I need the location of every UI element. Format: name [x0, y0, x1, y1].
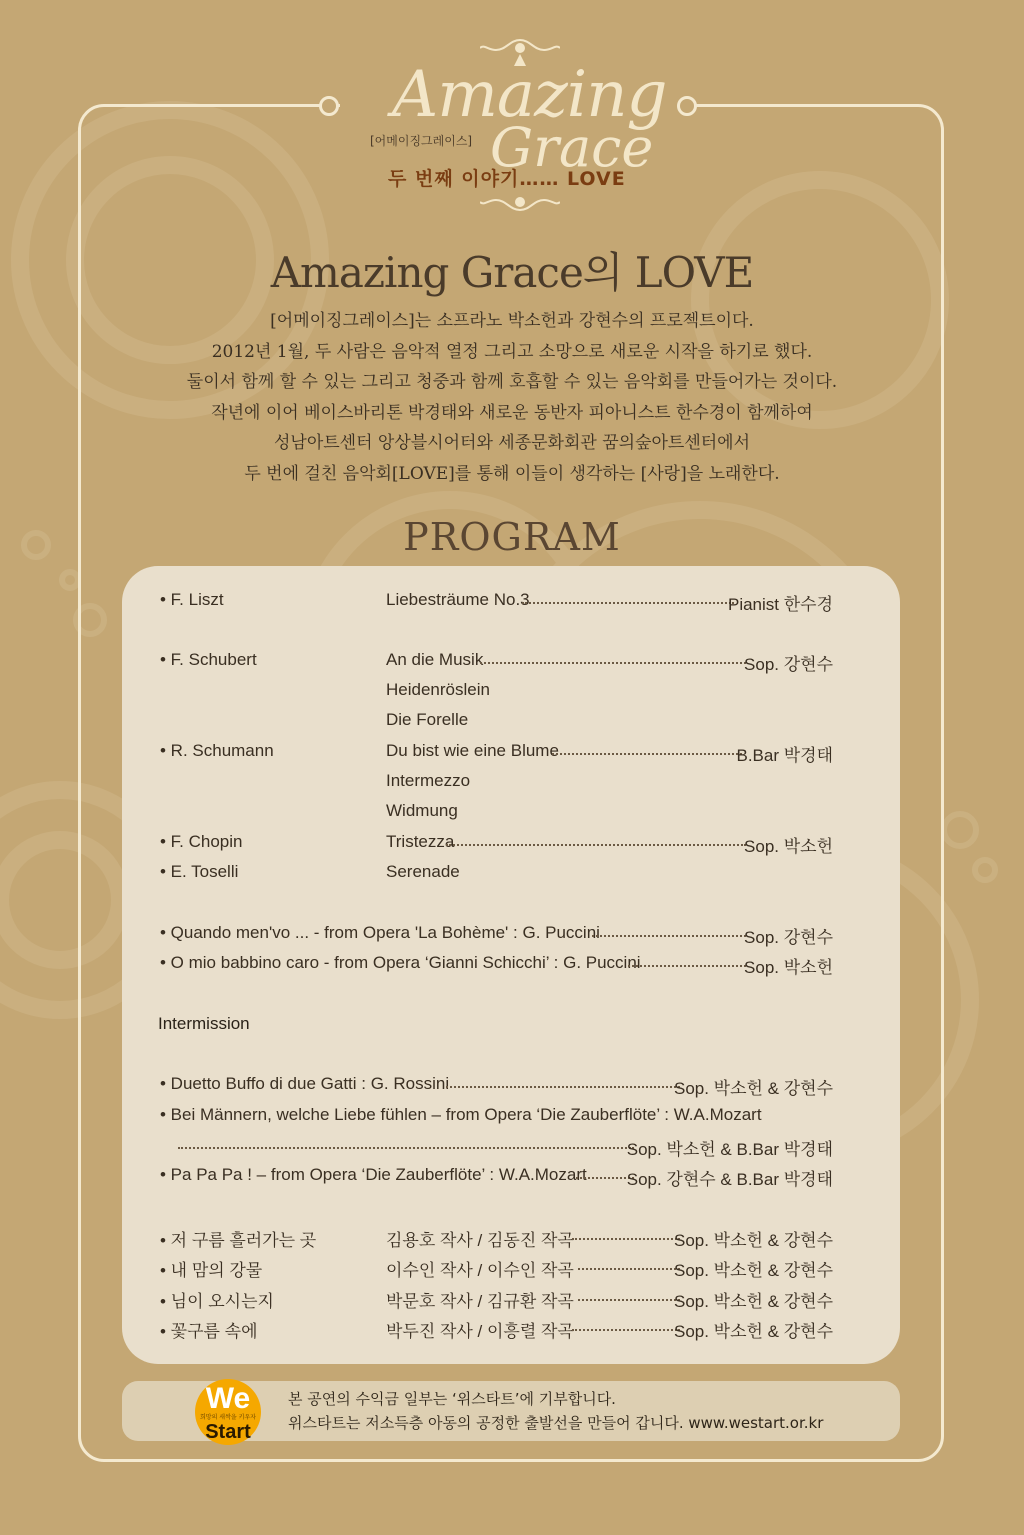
work-title: Widmung — [386, 801, 458, 820]
intro-line: 작년에 이어 베이스바리톤 박경태와 새로운 동반자 피아니스트 한수경이 함께하여 — [211, 402, 813, 423]
performer: Sop. 강현수 & B.Bar 박경태 — [626, 1170, 833, 1189]
leader-dots — [178, 1145, 634, 1149]
composer: • R. Schumann — [160, 741, 274, 760]
performer: Sop. 강현수 — [744, 655, 833, 674]
intermission-label: Intermission — [158, 1014, 250, 1033]
song-title: • 저 구름 흘러가는 곳 — [160, 1231, 317, 1250]
intro-line: 2012년 1월, 두 사람은 음악적 열정 그리고 소망으로 새로운 시작을 하기로 했다. — [211, 341, 813, 362]
page-title: Amazing Grace의 LOVE — [270, 248, 754, 297]
duet-title: • Duetto Buffo di due Gatti : G. Rossini — [160, 1074, 450, 1093]
program-row — [0, 801, 1024, 829]
aria-title: • O mio babbino caro - from Opera ‘Gianni Schicchi’ : G. Puccini — [160, 953, 641, 972]
song-title: • 내 맘의 강물 — [160, 1261, 263, 1280]
duet-row — [0, 1165, 1024, 1193]
logo-korean-name: [어메이징그레이스] — [370, 134, 473, 148]
performer: Sop. 박소헌 & 강현수 — [673, 1292, 833, 1311]
work-title: An die Musik — [386, 650, 484, 669]
logo-word-grace: Grace — [490, 116, 654, 179]
duet-row — [0, 1135, 1024, 1163]
program-row — [0, 590, 1024, 618]
leader-dots — [576, 1175, 634, 1179]
work-title: Heidenröslein — [386, 680, 490, 699]
program-row — [0, 680, 1024, 708]
logo-word-amazing: Amazing — [392, 58, 667, 132]
work-title: Serenade — [386, 862, 460, 881]
leader-dots — [628, 963, 746, 967]
song-credit: 김용호 작사 / 김동진 작곡 — [386, 1231, 574, 1250]
performer: Sop. 박소헌 & 강현수 — [673, 1231, 833, 1250]
performer: Sop. 박소헌 — [744, 837, 833, 856]
composer: • E. Toselli — [160, 862, 239, 881]
work-title: Intermezzo — [386, 771, 471, 790]
aria-title: • Quando men'vo ... - from Opera 'La Bohème' : G. Puccini — [160, 923, 600, 942]
work-title: Tristezza — [386, 832, 455, 851]
composer: • F. Schubert — [160, 650, 257, 669]
ornament-bottom-icon — [480, 190, 560, 216]
performer: Sop. 박소헌 — [744, 958, 833, 977]
amazing-grace-logo — [330, 36, 700, 226]
performer: Sop. 강현수 — [744, 928, 833, 947]
song-credit: 이수인 작사 / 이수인 작곡 — [386, 1261, 574, 1280]
leader-dots — [578, 1266, 680, 1270]
performer: Sop. 박소헌 & 강현수 — [673, 1079, 833, 1098]
footer-message — [288, 1387, 823, 1435]
performer: Pianist 한수경 — [727, 595, 833, 614]
work-title: Du bist wie eine Blume — [386, 741, 559, 760]
program-row — [0, 710, 1024, 738]
program-row — [0, 650, 1024, 678]
leader-dots — [578, 1297, 680, 1301]
work-title: Liebesträume No.3 — [386, 590, 530, 609]
composer: • F. Liszt — [160, 590, 224, 609]
leader-dots — [592, 933, 746, 937]
performer: Sop. 박소헌 & 강현수 — [673, 1261, 833, 1280]
program-row — [0, 862, 1024, 890]
leader-dots — [552, 751, 742, 755]
footer-line: 본 공연의 수익금 일부는 ‘위스타트’에 기부합니다. — [288, 1390, 616, 1408]
program-row — [0, 771, 1024, 799]
leader-dots — [446, 1084, 680, 1088]
program-row — [0, 741, 1024, 769]
song-credit: 박두진 작사 / 이흥렬 작곡 — [386, 1322, 574, 1341]
footer-line-url[interactable]: 위스타트는 저소득층 아동의 공정한 출발선을 만들어 갑니다. www.westart.or.kr — [288, 1414, 824, 1432]
composer: • F. Chopin — [160, 832, 243, 851]
leader-dots — [480, 660, 746, 664]
logo-tagline-text: 희망의 새싹을 키우자 — [200, 1414, 256, 1421]
leader-dots — [522, 600, 734, 604]
westart-logo[interactable] — [190, 1378, 266, 1446]
aria-row — [0, 923, 1024, 951]
intro-paragraph — [60, 306, 964, 489]
song-row — [0, 1226, 1024, 1254]
program-row — [0, 832, 1024, 860]
duet-title: • Bei Männern, welche Liebe fühlen – from Opera ‘Die Zauberflöte’ : W.A.Mozart — [160, 1105, 762, 1124]
duet-title: • Pa Pa Pa ! – from Opera ‘Die Zauberflöte’ : W.A.Mozart — [160, 1165, 587, 1184]
performer: Sop. 박소헌 & 강현수 — [673, 1322, 833, 1341]
logo-we-text: We — [205, 1382, 251, 1415]
intro-line: 두 번에 걸친 음악회[LOVE]를 통해 이들이 생각하는 [사랑]을 노래한다. — [244, 463, 780, 484]
leader-dots — [446, 842, 746, 846]
song-row — [0, 1256, 1024, 1284]
song-row — [0, 1287, 1024, 1315]
performer: B.Bar 박경태 — [736, 746, 833, 765]
logo-start-text: Start — [205, 1421, 251, 1443]
intro-line: [어메이징그레이스]는 소프라노 박소헌과 강현수의 프로젝트이다. — [270, 311, 754, 331]
duet-row — [0, 1105, 1024, 1133]
logo-subtitle: 두 번째 이야기…… LOVE — [388, 168, 626, 190]
song-credit: 박문호 작사 / 김규환 작곡 — [386, 1292, 574, 1311]
leader-dots — [572, 1327, 680, 1331]
intro-line: 둘이서 함께 할 수 있는 그리고 청중과 함께 호흡할 수 있는 음악회를 만들어가는 것이다. — [186, 372, 838, 392]
westart-badge-icon — [190, 1378, 266, 1446]
work-title: Die Forelle — [386, 710, 469, 729]
program-heading: PROGRAM — [403, 515, 621, 559]
leader-dots — [572, 1236, 680, 1240]
song-row — [0, 1317, 1024, 1345]
song-title: • 꽃구름 속에 — [160, 1322, 258, 1341]
song-title: • 님이 오시는지 — [160, 1292, 274, 1311]
aria-row — [0, 953, 1024, 981]
duet-row — [0, 1074, 1024, 1102]
intro-line: 성남아트센터 앙상블시어터와 세종문화회관 꿈의숲아트센터에서 — [273, 433, 751, 453]
performer: Sop. 박소헌 & B.Bar 박경태 — [626, 1140, 833, 1159]
